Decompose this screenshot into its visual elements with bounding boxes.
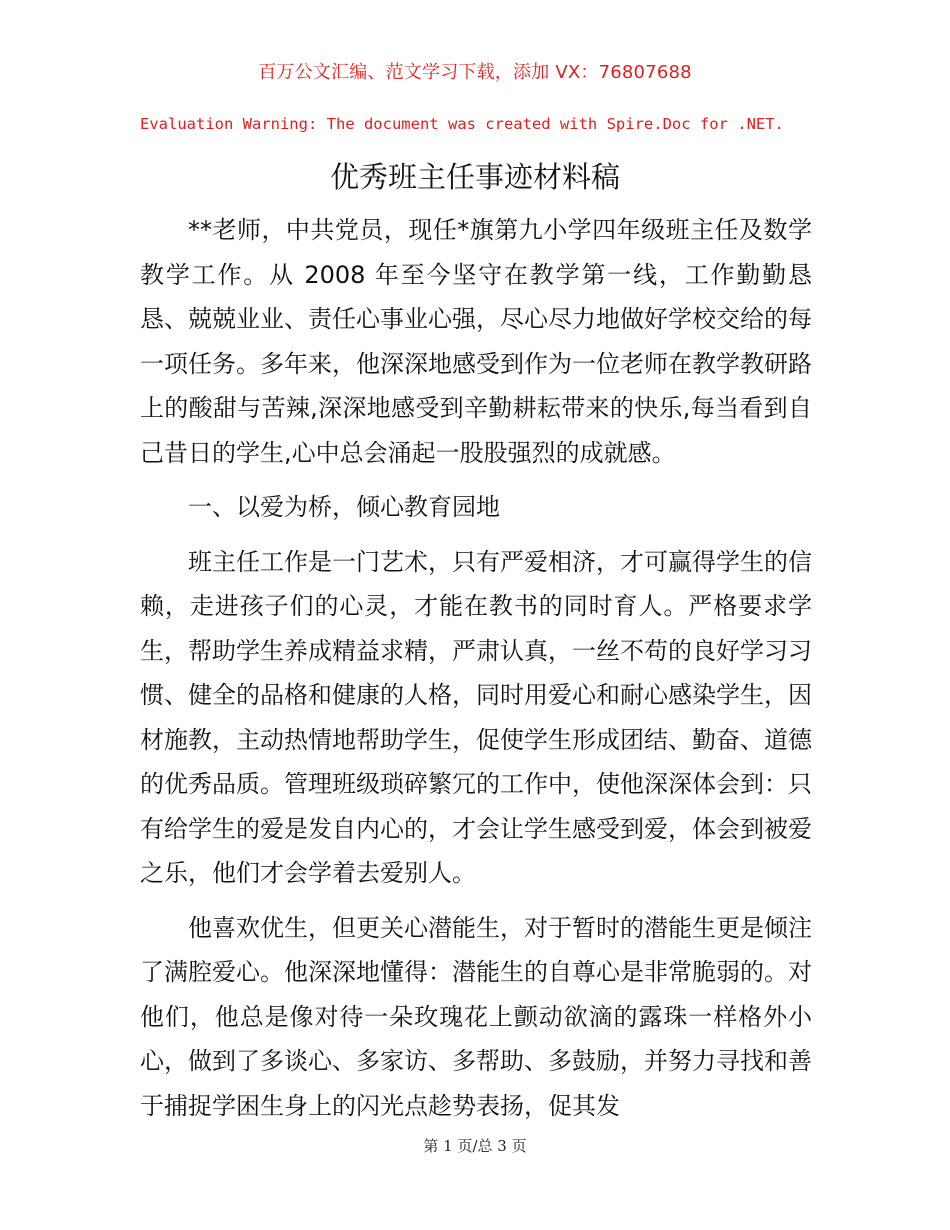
paragraph-intro: **老师，中共党员，现任*旗第九小学四年级班主任及数学教学工作。从 2008 年至今坚守在教学第一线，工作勤勤恳恳、兢兢业业、责任心事业心强，尽心尽力地做好学校交给的每一项任务。多年来，他深深地感受到作为一位老师在教学教研路上的酸甜与苦辣,深深地感受到辛勤耕耘带来的快乐,每当看到自己昔日的学生,心中总会涌起一股股强烈的成就感。 bbox=[140, 216, 812, 467]
paragraph: 他喜欢优生，但更关心潜能生，对于暂时的潜能生更是倾注了满腔爱心。他深深地懂得：潜能生的自尊心是非常脆弱的。对他们，他总是像对待一朵玫瑰花上颤动欲滴的露珠一样格外小心，做到了多谈心、多家访、多帮助、多鼓励，并努力寻找和善于捕捉学困生身上的闪光点趁势表扬，促其发 bbox=[140, 913, 812, 1120]
document-title: 优秀班主任事迹材料稿 bbox=[329, 160, 620, 194]
page-number: 第 1 页/总 3 页 bbox=[423, 1137, 527, 1155]
section-heading: 一、以爱为桥，倾心教育园地 bbox=[188, 493, 500, 521]
document-body bbox=[140, 208, 812, 1138]
evaluation-warning: Evaluation Warning: The document was created with Spire.Doc for .NET. bbox=[140, 115, 784, 133]
promo-banner: 百万公文汇编、范文学习下载，添加 VX：76807688 bbox=[258, 62, 692, 83]
paragraph: 班主任工作是一门艺术，只有严爱相济，才可赢得学生的信赖，走进孩子们的心灵，才能在教书的同时育人。严格要求学生，帮助学生养成精益求精，严肃认真，一丝不苟的良好学习习惯、健全的品格和健康的人格，同时用爱心和耐心感染学生，因材施教，主动热情地帮助学生，促使学生形成团结、勤奋、道德的优秀品质。管理班级琐碎繁冗的工作中，使他深深体会到：只有给学生的爱是发自内心的，才会让学生感受到爱，体会到被爱之乐，他们才会学着去爱别人。 bbox=[140, 547, 812, 887]
